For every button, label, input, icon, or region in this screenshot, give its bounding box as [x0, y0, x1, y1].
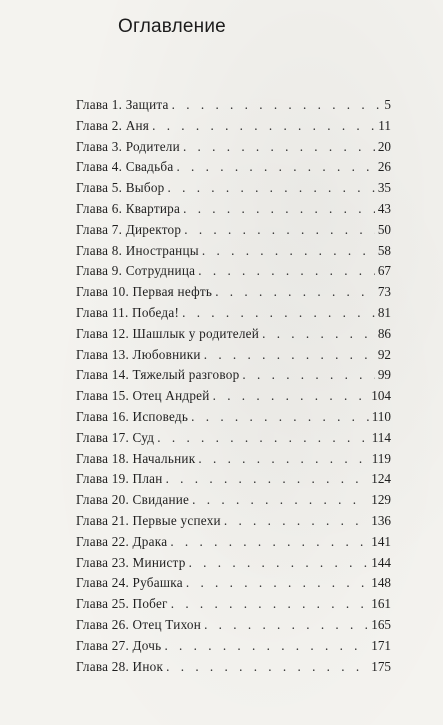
toc-entry: [76, 199, 391, 220]
dot-leader: [157, 428, 368, 449]
toc-entry-page-number: 5: [384, 97, 391, 112]
toc-entry-title: Глава 6. Квартира: [76, 200, 181, 216]
dot-leader: [198, 449, 368, 470]
toc-entry-title: Глава 5. Выбор: [76, 180, 165, 196]
toc-entry: [76, 324, 391, 345]
toc-entry-title: Глава 8. Иностранцы: [76, 242, 199, 258]
toc-entry-title: Глава 9. Сотрудница: [76, 263, 196, 279]
toc-entry-title: Глава 4. Свадьба: [76, 159, 174, 175]
toc-entry-page-number: 86: [377, 325, 391, 341]
toc-entry-page-number: 175: [371, 658, 391, 674]
toc-entry-page-number: 50: [377, 221, 391, 237]
toc-entry-title: Глава 10. Первая нефть: [76, 284, 213, 300]
toc-entry-title: Глава 24. Рубашка: [76, 575, 183, 591]
toc-entry: [76, 365, 391, 386]
toc-entry-title: Глава 19. План: [76, 471, 163, 487]
toc-entry: [76, 573, 391, 594]
toc-entry: [76, 241, 391, 262]
toc-entry-page-number: 99: [377, 367, 391, 383]
dot-leader: [184, 220, 375, 241]
toc-entry-page-number: 136: [371, 512, 391, 528]
toc-entry-page-number: 11: [378, 117, 391, 133]
toc-entry-title: Глава 3. Родители: [76, 138, 180, 154]
toc-entry-title: Глава 2. Аня: [76, 117, 150, 133]
dot-leader: [168, 178, 375, 199]
toc-entry: [76, 490, 391, 511]
toc-entry-title: Глава 25. Побег: [76, 596, 168, 612]
toc-entry-title: Глава 13. Любовники: [76, 346, 201, 362]
dot-leader: [164, 636, 368, 657]
toc-entry-title: Глава 21. Первые успехи: [76, 512, 221, 528]
toc-entry: [76, 511, 391, 532]
toc-entry-title: Глава 26. Отец Тихон: [76, 616, 202, 632]
toc-entry-page-number: 43: [377, 200, 391, 216]
toc-entry-title: Глава 22. Драка: [76, 533, 168, 549]
toc-entry: [76, 386, 391, 407]
toc-entry: [76, 657, 391, 678]
dot-leader: [166, 657, 368, 678]
page-title: Оглавление: [118, 16, 226, 37]
dot-leader: [176, 157, 374, 178]
toc-entry: [76, 553, 391, 574]
dot-leader: [186, 573, 368, 594]
toc-entry-page-number: 114: [371, 429, 391, 445]
toc-entry-page-number: 129: [371, 492, 391, 508]
toc-entry-page-number: 171: [371, 637, 391, 653]
dot-leader: [204, 615, 368, 636]
toc-entry: [76, 178, 391, 199]
toc-entry-page-number: 81: [377, 304, 391, 320]
dot-leader: [189, 553, 369, 574]
toc-entry: [76, 615, 391, 636]
toc-entry-page-number: 110: [371, 408, 391, 424]
toc-entry: [76, 220, 391, 241]
toc-entry: [76, 636, 391, 657]
toc-entry-page-number: 165: [371, 616, 391, 632]
toc-entry: [76, 95, 391, 116]
dot-leader: [172, 95, 382, 116]
toc-entry-page-number: 20: [377, 138, 391, 154]
toc-entry-title: Глава 7. Директор: [76, 221, 182, 237]
toc-entry-page-number: 104: [371, 388, 391, 404]
toc-entry-title: Глава 23. Министр: [76, 554, 186, 570]
toc-entry-page-number: 148: [371, 575, 391, 591]
toc-entry: [76, 428, 391, 449]
toc-entry: [76, 116, 391, 137]
dot-leader: [215, 282, 375, 303]
dot-leader: [182, 303, 375, 324]
toc-entry-title: Глава 17. Суд: [76, 429, 155, 445]
dot-leader: [166, 469, 369, 490]
toc-entry: [76, 345, 391, 366]
toc-entry-page-number: 35: [377, 180, 391, 196]
dot-leader: [191, 407, 369, 428]
toc-entry-page-number: 58: [377, 242, 391, 258]
toc-entry: [76, 532, 391, 553]
dot-leader: [202, 241, 375, 262]
toc-entry-title: Глава 1. Защита: [76, 97, 169, 112]
toc-entry-page-number: 144: [371, 554, 391, 570]
toc-entry-page-number: 119: [371, 450, 391, 466]
toc-entry: [76, 449, 391, 470]
dot-leader: [183, 199, 375, 220]
toc-entry: [76, 303, 391, 324]
dot-leader: [213, 386, 369, 407]
toc-entry-title: Глава 18. Начальник: [76, 450, 196, 466]
dot-leader: [152, 116, 375, 137]
dot-leader: [242, 365, 374, 386]
dot-leader: [224, 511, 368, 532]
table-of-contents: [76, 95, 391, 677]
toc-entry-page-number: 73: [377, 284, 391, 300]
toc-entry-page-number: 92: [377, 346, 391, 362]
toc-entry-title: Глава 15. Отец Андрей: [76, 388, 210, 404]
dot-leader: [170, 532, 368, 553]
dot-leader: [183, 137, 375, 158]
toc-entry: [76, 407, 391, 428]
toc-entry-page-number: 67: [377, 263, 391, 279]
toc-entry-title: Глава 28. Инок: [76, 658, 164, 674]
toc-entry-title: Глава 16. Исповедь: [76, 408, 189, 424]
toc-entry-page-number: 161: [371, 596, 391, 612]
toc-entry: [76, 594, 391, 615]
dot-leader: [198, 261, 375, 282]
toc-entry: [76, 261, 391, 282]
toc-entry-page-number: 141: [371, 533, 391, 549]
toc-entry-title: Глава 14. Тяжелый разговор: [76, 367, 240, 383]
dot-leader: [262, 324, 375, 345]
dot-leader: [204, 345, 375, 366]
toc-entry-title: Глава 20. Свидание: [76, 492, 190, 508]
toc-entry-page-number: 124: [371, 471, 391, 487]
dot-leader: [171, 594, 369, 615]
toc-entry: [76, 137, 391, 158]
toc-entry: [76, 469, 391, 490]
dot-leader: [192, 490, 368, 511]
toc-entry-title: Глава 27. Дочь: [76, 637, 162, 653]
toc-entry: [76, 157, 391, 178]
toc-entry-title: Глава 12. Шашлык у родителей: [76, 325, 260, 341]
toc-entry: [76, 282, 391, 303]
toc-entry-page-number: 26: [377, 159, 391, 175]
toc-entry-title: Глава 11. Победа!: [76, 304, 180, 320]
